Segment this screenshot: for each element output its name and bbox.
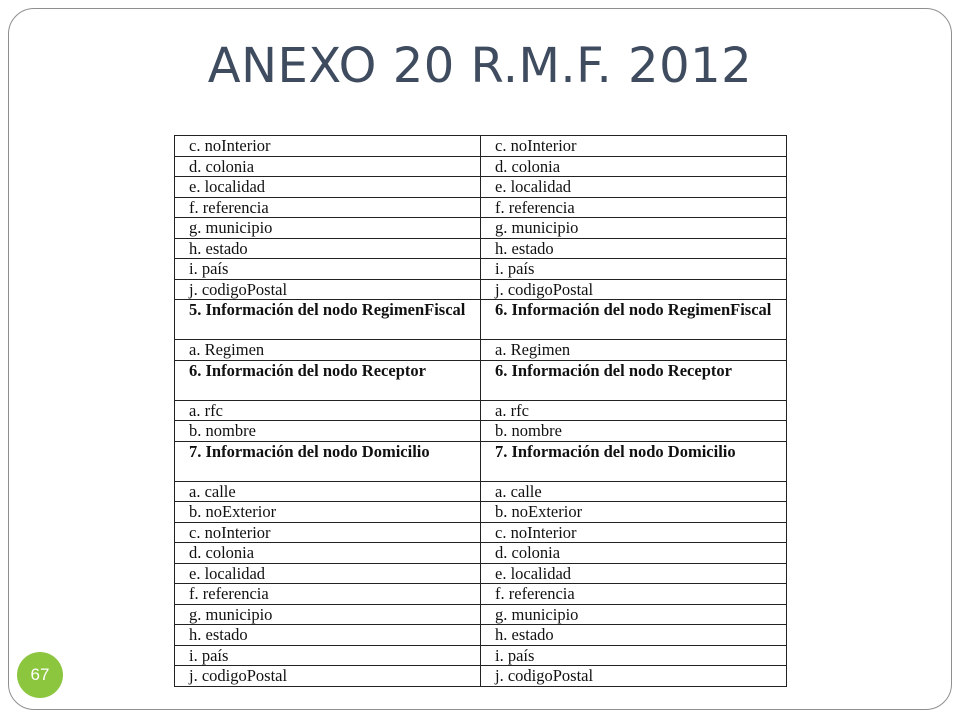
table-cell-left: 6. Información del nodo Receptor [175,360,481,400]
slide-title: ANEXO 20 R.M.F. 2012 [207,38,753,94]
table-cell-right: j. codigoPostal [481,666,787,687]
table-cell-right: e. localidad [481,177,787,198]
table-cell-right: g. municipio [481,604,787,625]
table-cell-right: b. nombre [481,421,787,442]
table-cell-left: a. Regimen [175,340,481,361]
table-cell-right: d. colonia [481,156,787,177]
table-cell-left: e. localidad [175,563,481,584]
table-cell-right: f. referencia [481,584,787,605]
table-cell-right: 7. Información del nodo Domicilio [481,441,787,481]
table-row [175,156,787,177]
table-cell-right: a. rfc [481,400,787,421]
table-cell-right: f. referencia [481,197,787,218]
table-cell-left: a. calle [175,481,481,502]
table-row [175,584,787,605]
table-cell-right: d. colonia [481,543,787,564]
table-row [175,481,787,502]
table-row [175,279,787,300]
table-cell-left: j. codigoPostal [175,279,481,300]
table-cell-left: 5. Información del nodo RegimenFiscal [175,300,481,340]
table-cell-left: b. noExterior [175,502,481,523]
table-row [175,563,787,584]
table-cell-left: e. localidad [175,177,481,198]
table-section-row [175,300,787,340]
table-cell-left: f. referencia [175,584,481,605]
table-row [175,340,787,361]
table-row [175,259,787,280]
table-cell-left: 7. Información del nodo Domicilio [175,441,481,481]
table-cell-left: g. municipio [175,218,481,239]
table-cell-left: j. codigoPostal [175,666,481,687]
table-row [175,400,787,421]
table-cell-left: c. noInterior [175,522,481,543]
table-cell-left: d. colonia [175,156,481,177]
table-cell-right: a. Regimen [481,340,787,361]
table-cell-right: a. calle [481,481,787,502]
table-cell-right: i. país [481,259,787,280]
table-row [175,177,787,198]
table-cell-left: a. rfc [175,400,481,421]
table-cell-left: d. colonia [175,543,481,564]
table-row [175,197,787,218]
table-row [175,502,787,523]
table-row [175,238,787,259]
comparison-table-image [174,135,786,687]
comparison-table [174,135,787,687]
table-cell-right: 6. Información del nodo RegimenFiscal [481,300,787,340]
table-cell-left: i. país [175,645,481,666]
table-cell-left: c. noInterior [175,136,481,157]
table-row [175,645,787,666]
table-cell-right: j. codigoPostal [481,279,787,300]
table-cell-right: g. municipio [481,218,787,239]
table-row [175,666,787,687]
table-cell-right: 6. Información del nodo Receptor [481,360,787,400]
table-cell-left: f. referencia [175,197,481,218]
table-cell-right: b. noExterior [481,502,787,523]
table-row [175,136,787,157]
table-cell-left: h. estado [175,625,481,646]
table-cell-right: h. estado [481,238,787,259]
table-cell-left: g. municipio [175,604,481,625]
table-section-row [175,441,787,481]
table-cell-right: e. localidad [481,563,787,584]
page-number-badge: 67 [17,652,63,698]
table-cell-right: h. estado [481,625,787,646]
table-row [175,625,787,646]
table-cell-right: c. noInterior [481,522,787,543]
table-row [175,218,787,239]
table-row [175,421,787,442]
table-cell-left: h. estado [175,238,481,259]
table-cell-right: c. noInterior [481,136,787,157]
table-cell-left: b. nombre [175,421,481,442]
table-body [175,136,787,687]
table-row [175,522,787,543]
table-row [175,604,787,625]
table-section-row [175,360,787,400]
table-cell-right: i. país [481,645,787,666]
table-row [175,543,787,564]
table-cell-left: i. país [175,259,481,280]
